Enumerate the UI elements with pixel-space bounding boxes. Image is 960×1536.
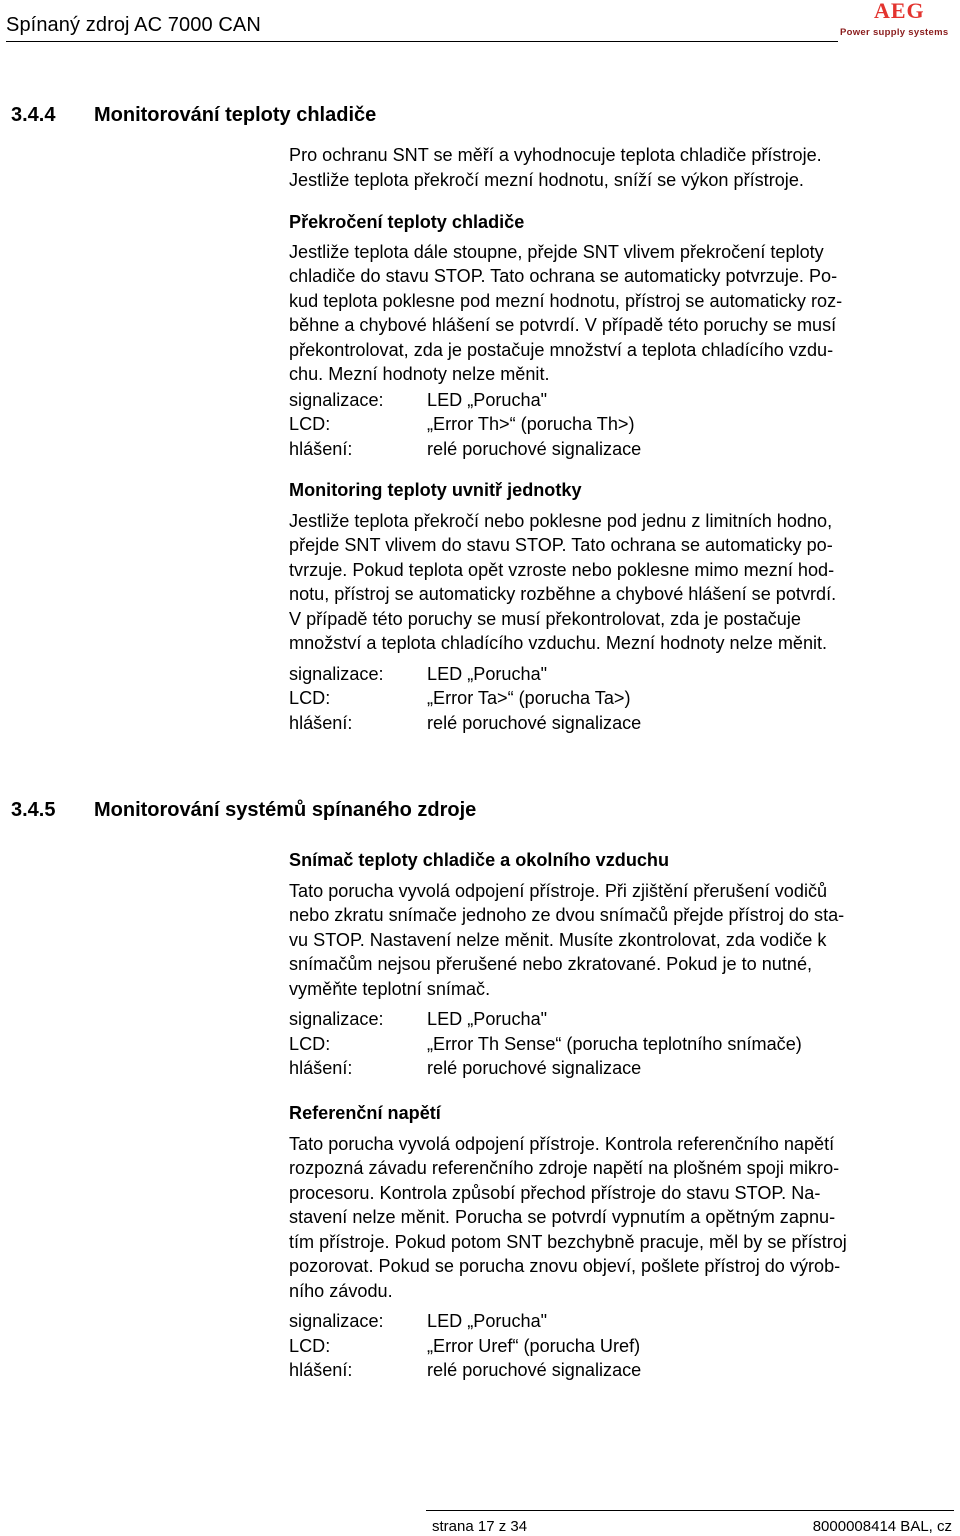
text-line: Jestliže teplota překročí mezní hodnotu, sníží se výkon přístroje. xyxy=(289,169,804,190)
row-key: signalizace: xyxy=(289,389,384,410)
text-line: běhne a chybové hlášení se potvrdí. V případě této poruchy se musí xyxy=(289,315,837,335)
row-key: hlášení: xyxy=(289,1360,353,1380)
text-line: Pro ochranu SNT se měří a vyhodnocuje teplota chladiče přístroje. xyxy=(289,145,822,165)
page-header xyxy=(0,0,960,46)
subsection-title: Překročení teploty chladiče xyxy=(289,212,525,232)
subsection-internal-temp xyxy=(289,478,960,735)
text-line: přejde SNT vlivem do stavu STOP. Tato ochrana se automaticky po- xyxy=(289,535,833,555)
row-key: LCD: xyxy=(289,1033,331,1054)
text-line: Jestliže teplota překročí nebo poklesne pod jednu z limitních hodno, xyxy=(289,510,833,531)
text-line: V případě této poruchy se musí překontrolovat, zda je postačuje xyxy=(289,608,801,629)
row-key: signalizace: xyxy=(289,663,384,684)
header-rule xyxy=(6,41,838,42)
row-key: LCD: xyxy=(289,414,331,434)
text-line: chladiče do stavu STOP. Tato ochrana se automaticky potvrzuje. Po- xyxy=(289,266,838,286)
lcd-row xyxy=(289,412,960,437)
row-key: hlášení: xyxy=(289,438,353,459)
row-value: „Error Ta>“ (porucha Ta>) xyxy=(427,688,631,708)
row-value: „Error Uref“ (porucha Uref) xyxy=(427,1335,641,1356)
section-heading-3-4-4 xyxy=(11,104,376,127)
text-line: tvrzuje. Pokud teplota opět vzroste nebo poklesne mimo mezní hod- xyxy=(289,559,835,580)
text-line: Tato porucha vyvolá odpojení přístroje. Kontrola referenčního napětí xyxy=(289,1133,835,1154)
message-row xyxy=(289,711,960,736)
section-3-4-4-intro xyxy=(289,143,960,192)
signal-row xyxy=(289,1007,960,1032)
text-line: notu, přístroj se automaticky rozběhne a chybové hlášení se potvrdí. xyxy=(289,584,837,604)
aeg-logo xyxy=(838,0,960,44)
text-line: chu. Mezní hodnoty nelze měnit. xyxy=(289,364,550,384)
row-value: relé poruchové signalizace xyxy=(427,1058,642,1078)
row-value: LED „Porucha" xyxy=(427,1009,548,1029)
message-row xyxy=(289,1358,960,1383)
section-number: 3.4.5 xyxy=(11,799,56,821)
text-line: stavení nelze měnit. Porucha se potvrdí vypnutím a opětným zapnu- xyxy=(289,1207,836,1227)
row-value: „Error Th>“ (porucha Th>) xyxy=(427,414,635,434)
row-key: hlášení: xyxy=(289,1058,353,1078)
text-line: rozpozná závadu referenčního zdroje napětí na plošném spoji mikro- xyxy=(289,1158,840,1178)
lcd-row xyxy=(289,686,960,711)
row-value: relé poruchové signalizace xyxy=(427,438,642,459)
signal-row xyxy=(289,388,960,413)
row-value: LED „Porucha" xyxy=(427,663,548,684)
row-key: signalizace: xyxy=(289,1311,384,1331)
message-row xyxy=(289,437,960,462)
text-line: Jestliže teplota dále stoupne, přejde SNT vlivem překročení teploty xyxy=(289,241,824,262)
subsection-title: Monitoring teploty uvnitř jednotky xyxy=(289,480,582,500)
subsection-reference-voltage xyxy=(289,1101,960,1383)
text-line: kud teplota poklesne pod mezní hodnotu, přístroj se automaticky roz- xyxy=(289,290,843,311)
section-title: Monitorování teploty chladiče xyxy=(94,104,377,126)
text-line: Tato porucha vyvolá odpojení přístroje. Při zjištění přerušení vodičů xyxy=(289,880,828,901)
subsection-heatsink-overtemp xyxy=(289,210,960,461)
subsection-title: Snímač teploty chladiče a okolního vzduchu xyxy=(289,850,670,870)
section-heading-3-4-5 xyxy=(11,799,476,822)
text-line: procesoru. Kontrola způsobí přechod přístroje do stavu STOP. Na- xyxy=(289,1182,821,1203)
message-row xyxy=(289,1056,960,1081)
row-key: signalizace: xyxy=(289,1009,384,1029)
footer-rule xyxy=(426,1510,954,1511)
page-number: strana 17 z 34 xyxy=(432,1518,528,1535)
logo-wordmark: AEG xyxy=(874,0,925,23)
row-value: LED „Porucha" xyxy=(427,1311,548,1331)
text-line: nebo zkratu snímače jednoho ze dvou snímačů přejde přístroj do sta- xyxy=(289,905,845,925)
row-value: „Error Th Sense“ (porucha teplotního snímače) xyxy=(427,1033,802,1054)
row-key: hlášení: xyxy=(289,712,353,733)
text-line: pozorovat. Pokud se porucha znovu objeví, pošlete přístroj do výrob- xyxy=(289,1256,841,1276)
subsection-temp-sensor xyxy=(289,848,960,1081)
row-value: relé poruchové signalizace xyxy=(427,1360,642,1380)
text-line: vyměňte teplotní snímač. xyxy=(289,978,491,999)
row-key: LCD: xyxy=(289,688,331,708)
signal-row xyxy=(289,1309,960,1334)
page-footer xyxy=(0,1510,960,1536)
text-line: ního závodu. xyxy=(289,1280,393,1301)
document-title: Spínaný zdroj AC 7000 CAN xyxy=(6,14,261,36)
section-number: 3.4.4 xyxy=(11,104,56,126)
row-value: relé poruchové signalizace xyxy=(427,712,642,733)
subsection-title: Referenční napětí xyxy=(289,1103,441,1123)
row-key: LCD: xyxy=(289,1335,331,1356)
text-line: množství a teplota chladícího vzduchu. Mezní hodnoty nelze měnit. xyxy=(289,633,828,653)
row-value: LED „Porucha" xyxy=(427,389,548,410)
signal-row xyxy=(289,662,960,687)
lcd-row xyxy=(289,1032,960,1057)
text-line: překontrolovat, zda je postačuje množství a teplota chladícího vzdu- xyxy=(289,339,834,360)
text-line: snímačům nejsou přerušené nebo zkratované. Pokud je to nutné, xyxy=(289,954,813,974)
logo-tagline: Power supply systems xyxy=(840,27,949,38)
text-line: tím přístroje. Pokud potom SNT bezchybně pracuje, měl by se přístroj xyxy=(289,1231,847,1252)
document-number: 8000008414 BAL, cz xyxy=(812,1518,952,1535)
lcd-row xyxy=(289,1334,960,1359)
section-title: Monitorování systémů spínaného zdroje xyxy=(94,799,477,821)
text-line: vu STOP. Nastavení nelze měnit. Musíte zkontrolovat, zda vodiče k xyxy=(289,929,827,950)
